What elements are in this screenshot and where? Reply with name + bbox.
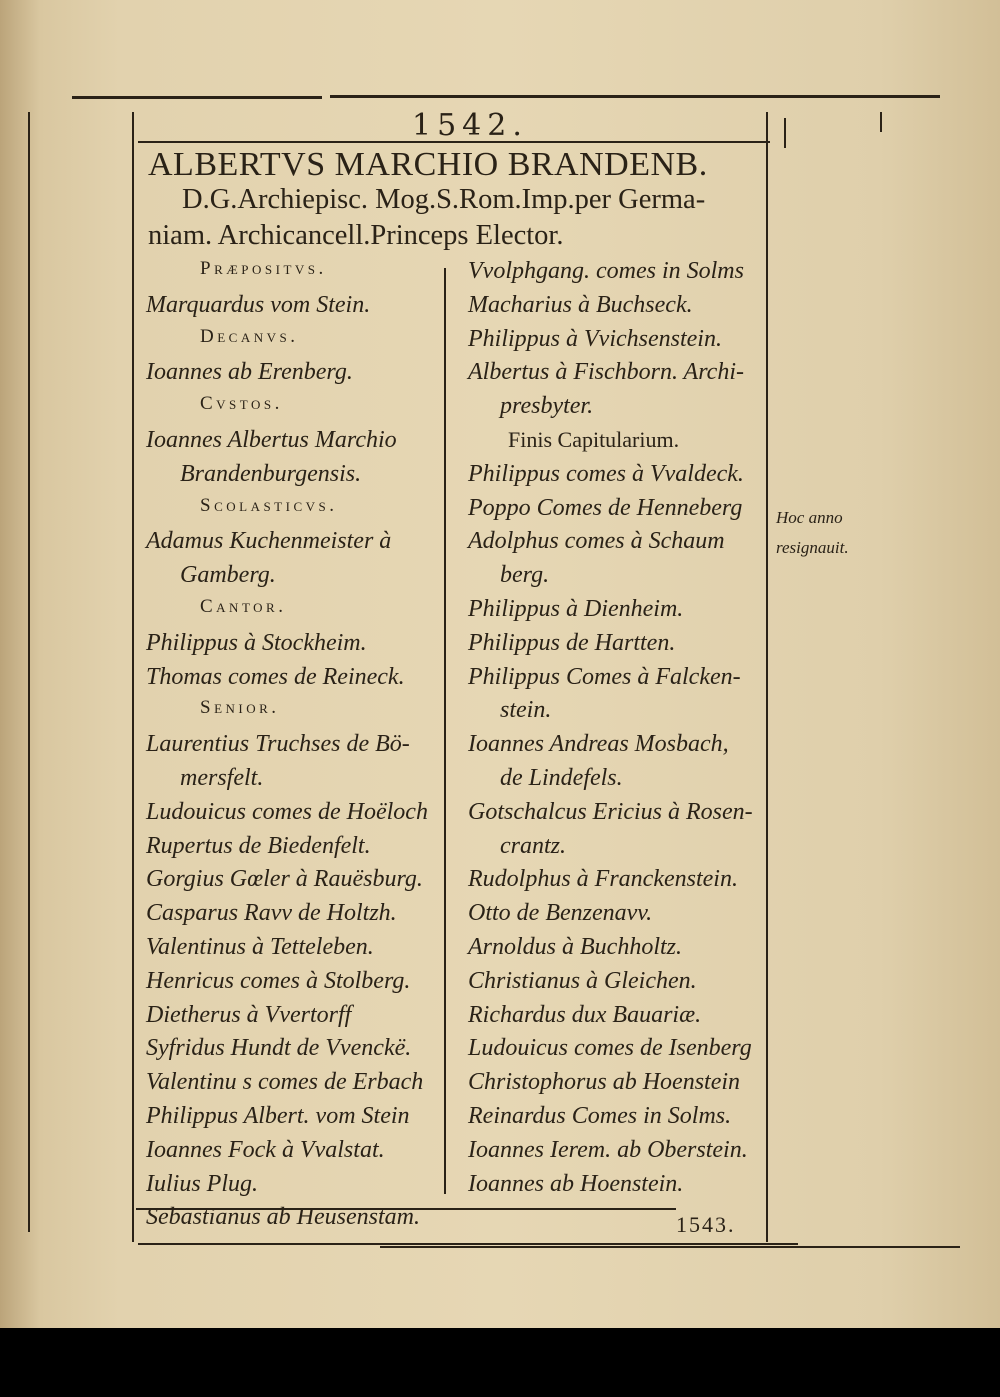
top-rule-right xyxy=(330,95,940,98)
left-entry-name: Rupertus de Biedenfelt. xyxy=(146,832,371,859)
right-entry-cont: de Lindefels. xyxy=(500,765,623,791)
left-entry-title: Senior. xyxy=(200,697,280,719)
left-entry-name: Casparus Ravv de Holtzh. xyxy=(146,900,397,927)
right-entry-name: Ioannes Andreas Mosbach, xyxy=(468,731,729,758)
right-entry-name: Poppo Comes de Henneberg xyxy=(468,494,743,521)
right-entry-plain: Finis Capitularium. xyxy=(508,427,680,452)
right-entry-name: Philippus de Hartten. xyxy=(468,629,676,656)
left-entry-name: Ioannes Fock à Vvalstat. xyxy=(146,1136,385,1163)
right-entry-name: Richardus dux Bauariæ. xyxy=(468,1001,702,1028)
right-entry-name: Vvolphgang. comes in Solms xyxy=(468,258,744,284)
right-entry-name: Christophorus ab Hoenstein xyxy=(468,1069,741,1096)
right-entry-cont: presbyter. xyxy=(500,393,594,420)
page-year-bottom: 1543. xyxy=(676,1212,736,1237)
heading-right-mark xyxy=(784,118,786,148)
left-entry-name: Ioannes ab Erenberg. xyxy=(146,359,353,386)
left-entry-name: Valentinu s comes de Erbach xyxy=(146,1069,424,1096)
heading-line-3: niam. Archicancell.Princeps Elector. xyxy=(148,220,564,251)
left-entry-title: Decanvs. xyxy=(200,325,299,347)
right-entry-cont: berg. xyxy=(500,562,550,589)
right-entry-name: Ludouicus comes de Isenberg xyxy=(468,1035,752,1062)
right-entry-name: Ioannes Ierem. ab Oberstein. xyxy=(468,1136,748,1163)
left-entry-name: Gorgius Gœler à Rauësburg. xyxy=(146,866,423,893)
left-entry-name: Laurentius Truchses de Bö- xyxy=(146,731,410,758)
right-entry-name: Rudolphus à Franckenstein. xyxy=(468,866,738,893)
margin-note-line-1: Hoc anno xyxy=(776,508,843,527)
outer-right-line xyxy=(880,112,882,132)
left-entry-name: Adamus Kuchenmeister à xyxy=(146,528,392,555)
bottom-rule-3 xyxy=(380,1246,960,1248)
right-entry-name: Reinardus Comes in Solms. xyxy=(468,1103,732,1129)
left-entry-title: Cvstos. xyxy=(200,393,283,415)
right-margin-line xyxy=(766,112,768,1242)
left-entry-name: Marquardus vom Stein. xyxy=(146,291,371,318)
left-entry-name: Henricus comes à Stolberg. xyxy=(146,967,411,994)
left-entry-name: Valentinus à Tetteleben. xyxy=(146,934,374,960)
right-entry-name: Philippus à Dienheim. xyxy=(468,596,684,622)
right-entry-name: Otto de Benzenavv. xyxy=(468,900,653,927)
right-entry-cont: stein. xyxy=(500,697,552,724)
left-entry-cont: Brandenburgensis. xyxy=(180,460,362,487)
left-entry-name: Sebastianus ab Heusenstam. xyxy=(146,1204,420,1231)
left-entry-name: Ludouicus comes de Hoëloch xyxy=(146,798,428,825)
right-entry-name: Adolphus comes à Schaum xyxy=(468,528,725,555)
left-entry-name: Iulius Plug. xyxy=(146,1170,258,1197)
right-entry-name: Albertus à Fischborn. Archi- xyxy=(468,359,744,386)
left-margin-line xyxy=(28,112,30,1232)
right-entry-name: Arnoldus à Buchholtz. xyxy=(468,934,682,960)
right-entry-name: Christianus à Gleichen. xyxy=(468,967,697,994)
page-year-top: 1542. xyxy=(412,108,528,143)
right-entry-name: Macharius à Buchseck. xyxy=(468,291,693,318)
left-entry-name: Philippus à Stockheim. xyxy=(146,629,367,656)
heading-line-2: D.G.Archiepisc. Mog.S.Rom.Imp.per Germa- xyxy=(182,184,706,215)
left-entry-name: Thomas comes de Reineck. xyxy=(146,663,405,690)
left-entry-title: Præpositvs. xyxy=(200,258,327,279)
scan-edge xyxy=(0,1328,1000,1397)
left-text-line xyxy=(132,112,134,1242)
left-entry-name: Dietherus à Vvertorff xyxy=(146,1001,352,1028)
right-entry-cont: crantz. xyxy=(500,832,566,859)
right-entry-name: Philippus comes à Vvaldeck. xyxy=(468,460,744,487)
right-entry-name: Gotschalcus Ericius à Rosen- xyxy=(468,798,753,825)
left-entry-name: Ioannes Albertus Marchio xyxy=(146,427,397,453)
left-entry-cont: Gamberg. xyxy=(180,562,276,589)
left-entry-name: Syfridus Hundt de Vvenckë. xyxy=(146,1035,412,1062)
left-entry-cont: mersfelt. xyxy=(180,765,264,791)
right-entry-name: Philippus Comes à Falcken- xyxy=(468,663,741,690)
bottom-rule-2 xyxy=(138,1243,798,1245)
right-entry-name: Ioannes ab Hoenstein. xyxy=(468,1170,684,1197)
left-entry-title: Cantor. xyxy=(200,596,287,617)
margin-note-line-2: resignauit. xyxy=(776,538,849,557)
left-entry-name: Philippus Albert. vom Stein xyxy=(146,1103,410,1129)
column-divider xyxy=(444,268,446,1194)
heading-line-1: ALBERTVS MARCHIO BRANDENB. xyxy=(148,146,708,183)
top-rule-left xyxy=(72,96,322,99)
right-entry-name: Philippus à Vvichsenstein. xyxy=(468,325,722,352)
left-entry-title: Scolasticvs. xyxy=(200,494,338,516)
